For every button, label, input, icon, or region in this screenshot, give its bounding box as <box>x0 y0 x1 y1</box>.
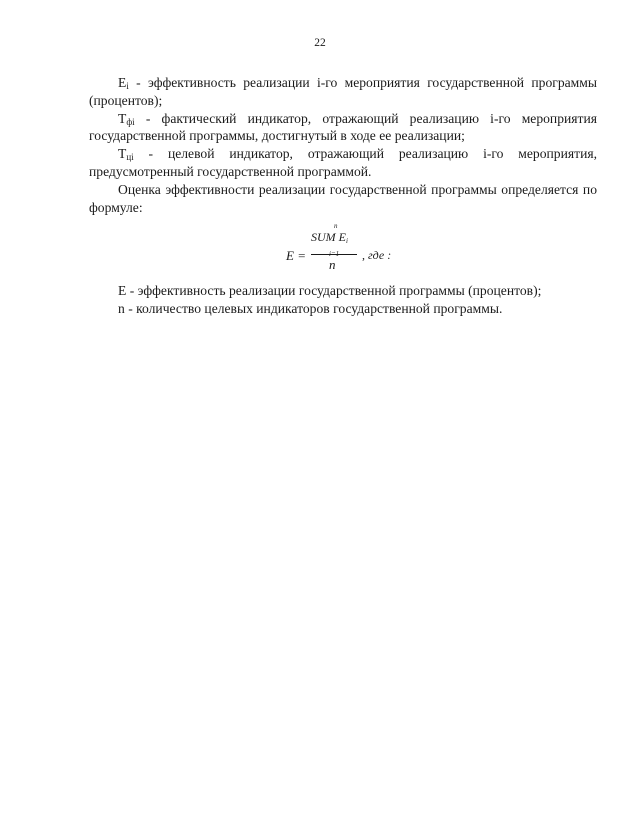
explanation-n: n - количество целевых индикаторов государственной программы. <box>118 301 503 317</box>
formula-sum-operator: SUM <box>311 230 336 245</box>
efficiency-formula <box>89 216 597 282</box>
document-body <box>89 74 597 318</box>
formula-suffix: , где : <box>362 248 392 263</box>
formula-denominator: n <box>329 257 336 273</box>
definition-tfi <box>89 110 597 146</box>
definition-tfi-text: - фактический индикатор, отражающий реализацию i-го мероприятия государственной программы, достигнутый в ходе ее реализации; <box>89 110 597 144</box>
explanation-e: E - эффективность реализации государственной программы (процентов); <box>118 283 542 299</box>
definition-tci-symbol: T <box>118 146 127 162</box>
formula-intro: Оценка эффективности реализации государственной программы определяется по формуле: <box>89 181 597 215</box>
definition-tfi-subscript: фi <box>126 116 135 127</box>
formula-fraction-bar <box>311 254 357 255</box>
formula-upper-limit: n <box>334 222 338 231</box>
definition-tci-text: - целевой индикатор, отражающий реализацию i-го мероприятия, предусмотренный государственной программой. <box>89 146 597 179</box>
definition-ei <box>89 74 597 110</box>
formula-lower-limit: i=1 <box>329 250 340 259</box>
definition-tfi-symbol: T <box>118 110 127 126</box>
definition-ei-text: - эффективность реализации i-го мероприятия государственной программы (процентов); <box>89 75 597 108</box>
formula-lhs: E = <box>286 248 306 264</box>
formula-numerator <box>311 229 348 247</box>
formula-fraction <box>311 216 359 276</box>
formula-term-subscript: i <box>346 237 348 246</box>
definition-ei-subscript: i <box>126 81 129 91</box>
formula-term: E <box>338 230 347 245</box>
definition-tci <box>89 145 597 181</box>
definition-ei-symbol: E <box>118 75 127 90</box>
definition-tci-subscript: цi <box>126 152 134 163</box>
page-number: 22 <box>314 37 326 49</box>
